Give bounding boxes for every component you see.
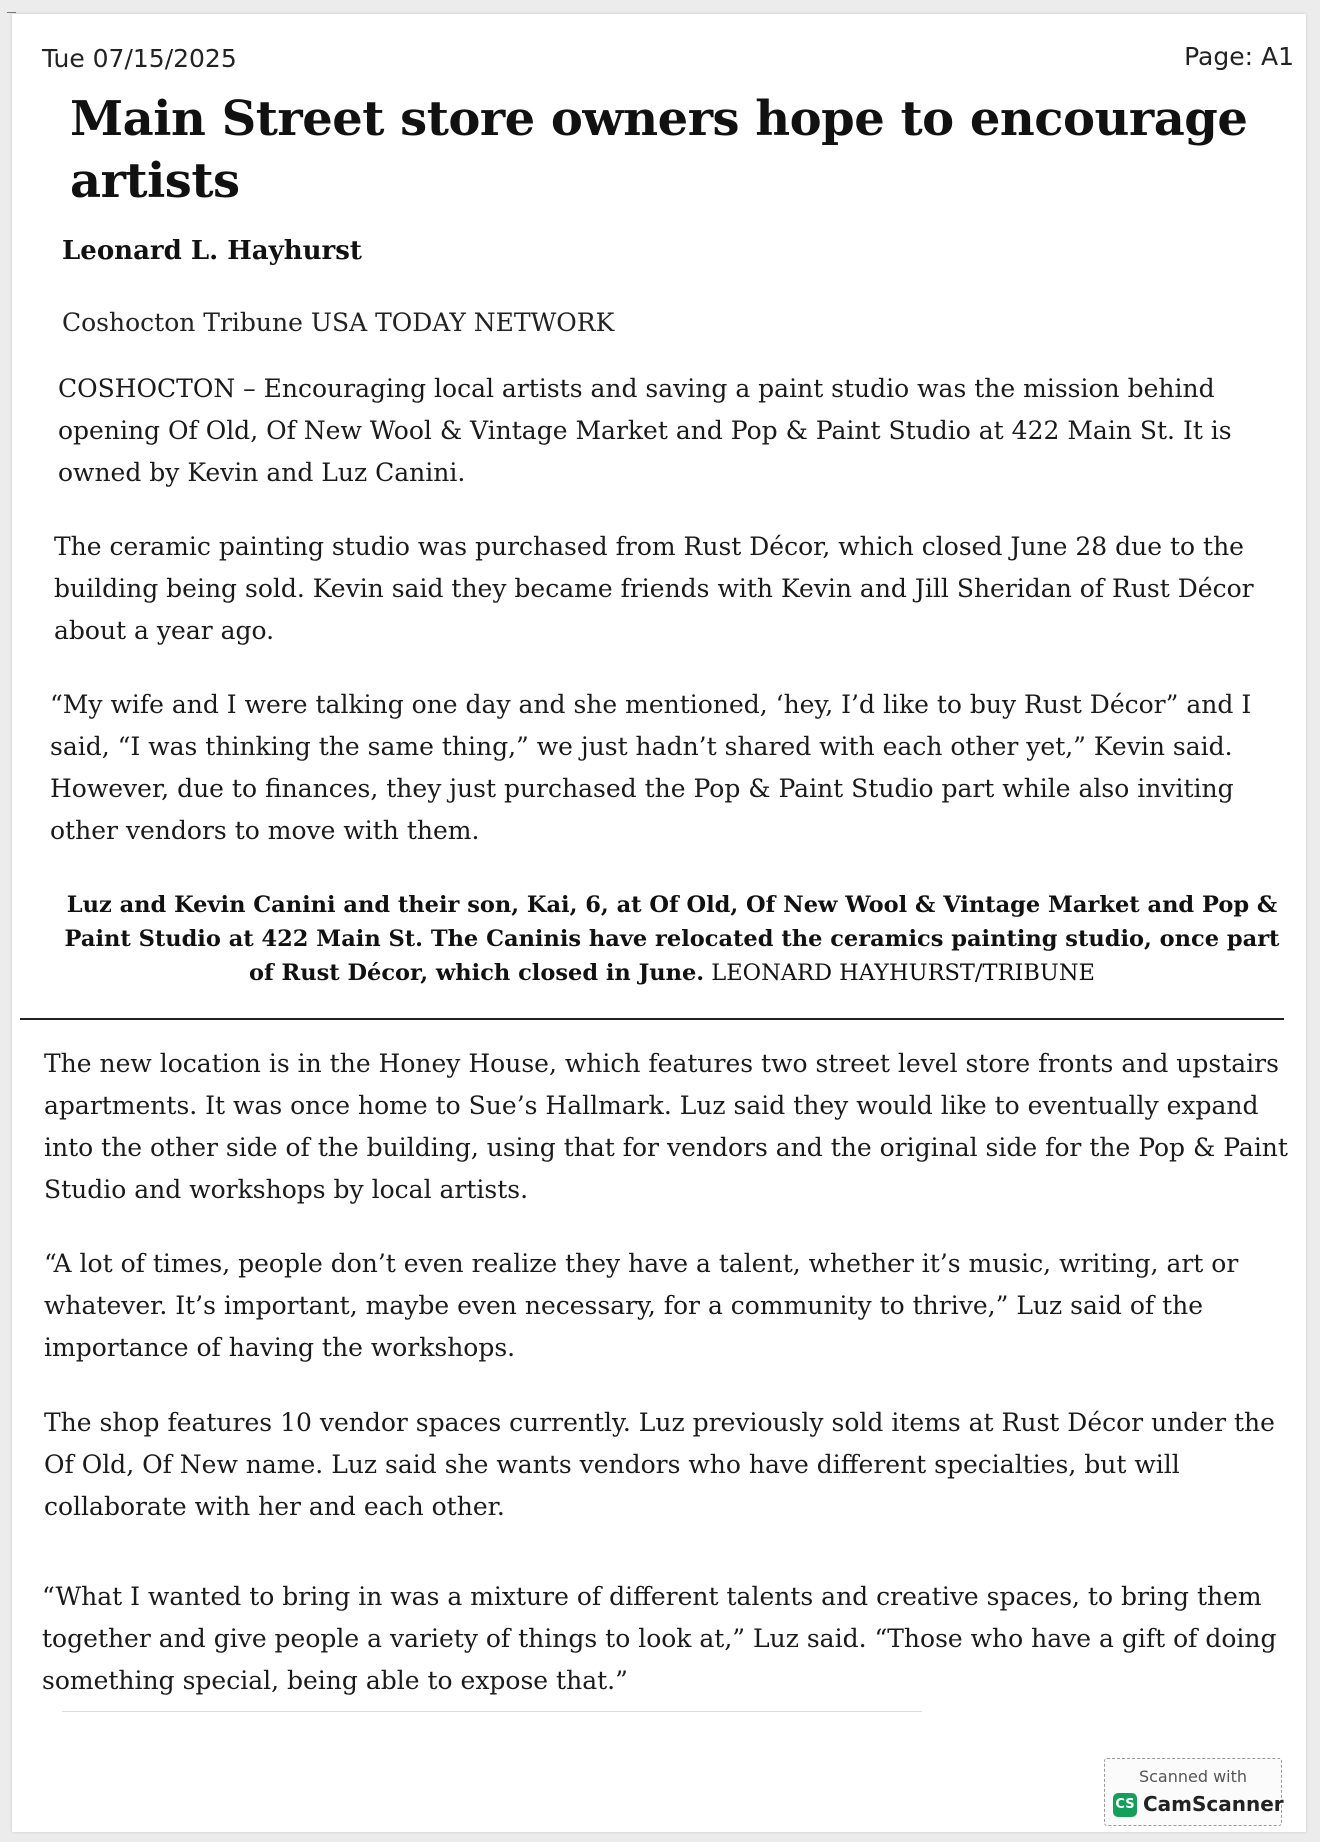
section-divider bbox=[20, 1018, 1284, 1020]
caption-text: Luz and Kevin Canini and their son, Kai, 6, at Of Old, Of New Wool & Vintage Market and Pop & Paint Studio at 422 Main St. The Caninis have relocated the ceramics painting studio, once part of Rust Décor, which closed in June. bbox=[64, 892, 1280, 986]
watermark-scanned-with: Scanned with bbox=[1138, 1767, 1248, 1786]
photo-caption bbox=[52, 888, 1292, 990]
scan-corner-mark bbox=[7, 12, 16, 13]
article-paragraph-4: The new location is in the Honey House, which features two street level store fronts and upstairs apartments. It was once home to Sue’s Hallmark. Luz said they would like to eventually expand into the other side of the building, using that for vendors and the original side for the Pop & Paint Studio and workshops by local artists. bbox=[44, 1049, 1288, 1204]
page-number: Page: A1 bbox=[1184, 42, 1294, 71]
scan-artifact-line bbox=[62, 1711, 922, 1712]
photo-credit: LEONARD HAYHURST/TRIBUNE bbox=[711, 960, 1095, 986]
article-paragraph-7: “What I wanted to bring in was a mixture of different talents and creative spaces, to bring them together and give people a variety of things to look at,” Luz said. “Those who have a gift of doing something special, being able to expose that.” bbox=[42, 1582, 1277, 1695]
article-paragraph-1: COSHOCTON – Encouraging local artists and saving a paint studio was the mission behind opening Of Old, Of New Wool & Vintage Market and Pop & Paint Studio at 422 Main St. It is owned by Kevin and Luz Canini. bbox=[58, 374, 1232, 487]
article-paragraph-3: “My wife and I were talking one day and she mentioned, ‘hey, I’d like to buy Rust Décor” and I said, “I was thinking the same thing,” we just hadn’t shared with each other yet,” Kevin said. However, due to finances, they just purchased the Pop & Paint Studio part while also inviting other vendors to move with them. bbox=[50, 690, 1252, 845]
camscanner-watermark bbox=[1104, 1758, 1282, 1826]
print-date: Tue 07/15/2025 bbox=[42, 44, 237, 73]
watermark-brand: CamScanner bbox=[1143, 1792, 1284, 1816]
article-headline: Main Street store owners hope to encourage artists bbox=[70, 91, 1248, 209]
article-byline: Leonard L. Hayhurst bbox=[62, 236, 362, 266]
camscanner-logo-icon: CS bbox=[1113, 1793, 1137, 1817]
article-paragraph-5: “A lot of times, people don’t even realize they have a talent, whether it’s music, writing, art or whatever. It’s important, maybe even necessary, for a community to thrive,” Luz said of the importance of having the workshops. bbox=[44, 1249, 1239, 1362]
article-source: Coshocton Tribune USA TODAY NETWORK bbox=[62, 308, 615, 337]
newspaper-clipping-page bbox=[12, 14, 1306, 1832]
article-paragraph-6: The shop features 10 vendor spaces currently. Luz previously sold items at Rust Décor under the Of Old, Of New name. Luz said she wants vendors who have different specialties, but will collaborate with her and each other. bbox=[44, 1408, 1275, 1521]
article-paragraph-2: The ceramic painting studio was purchased from Rust Décor, which closed June 28 due to the building being sold. Kevin said they became friends with Kevin and Jill Sheridan of Rust Décor about a year ago. bbox=[54, 532, 1254, 645]
